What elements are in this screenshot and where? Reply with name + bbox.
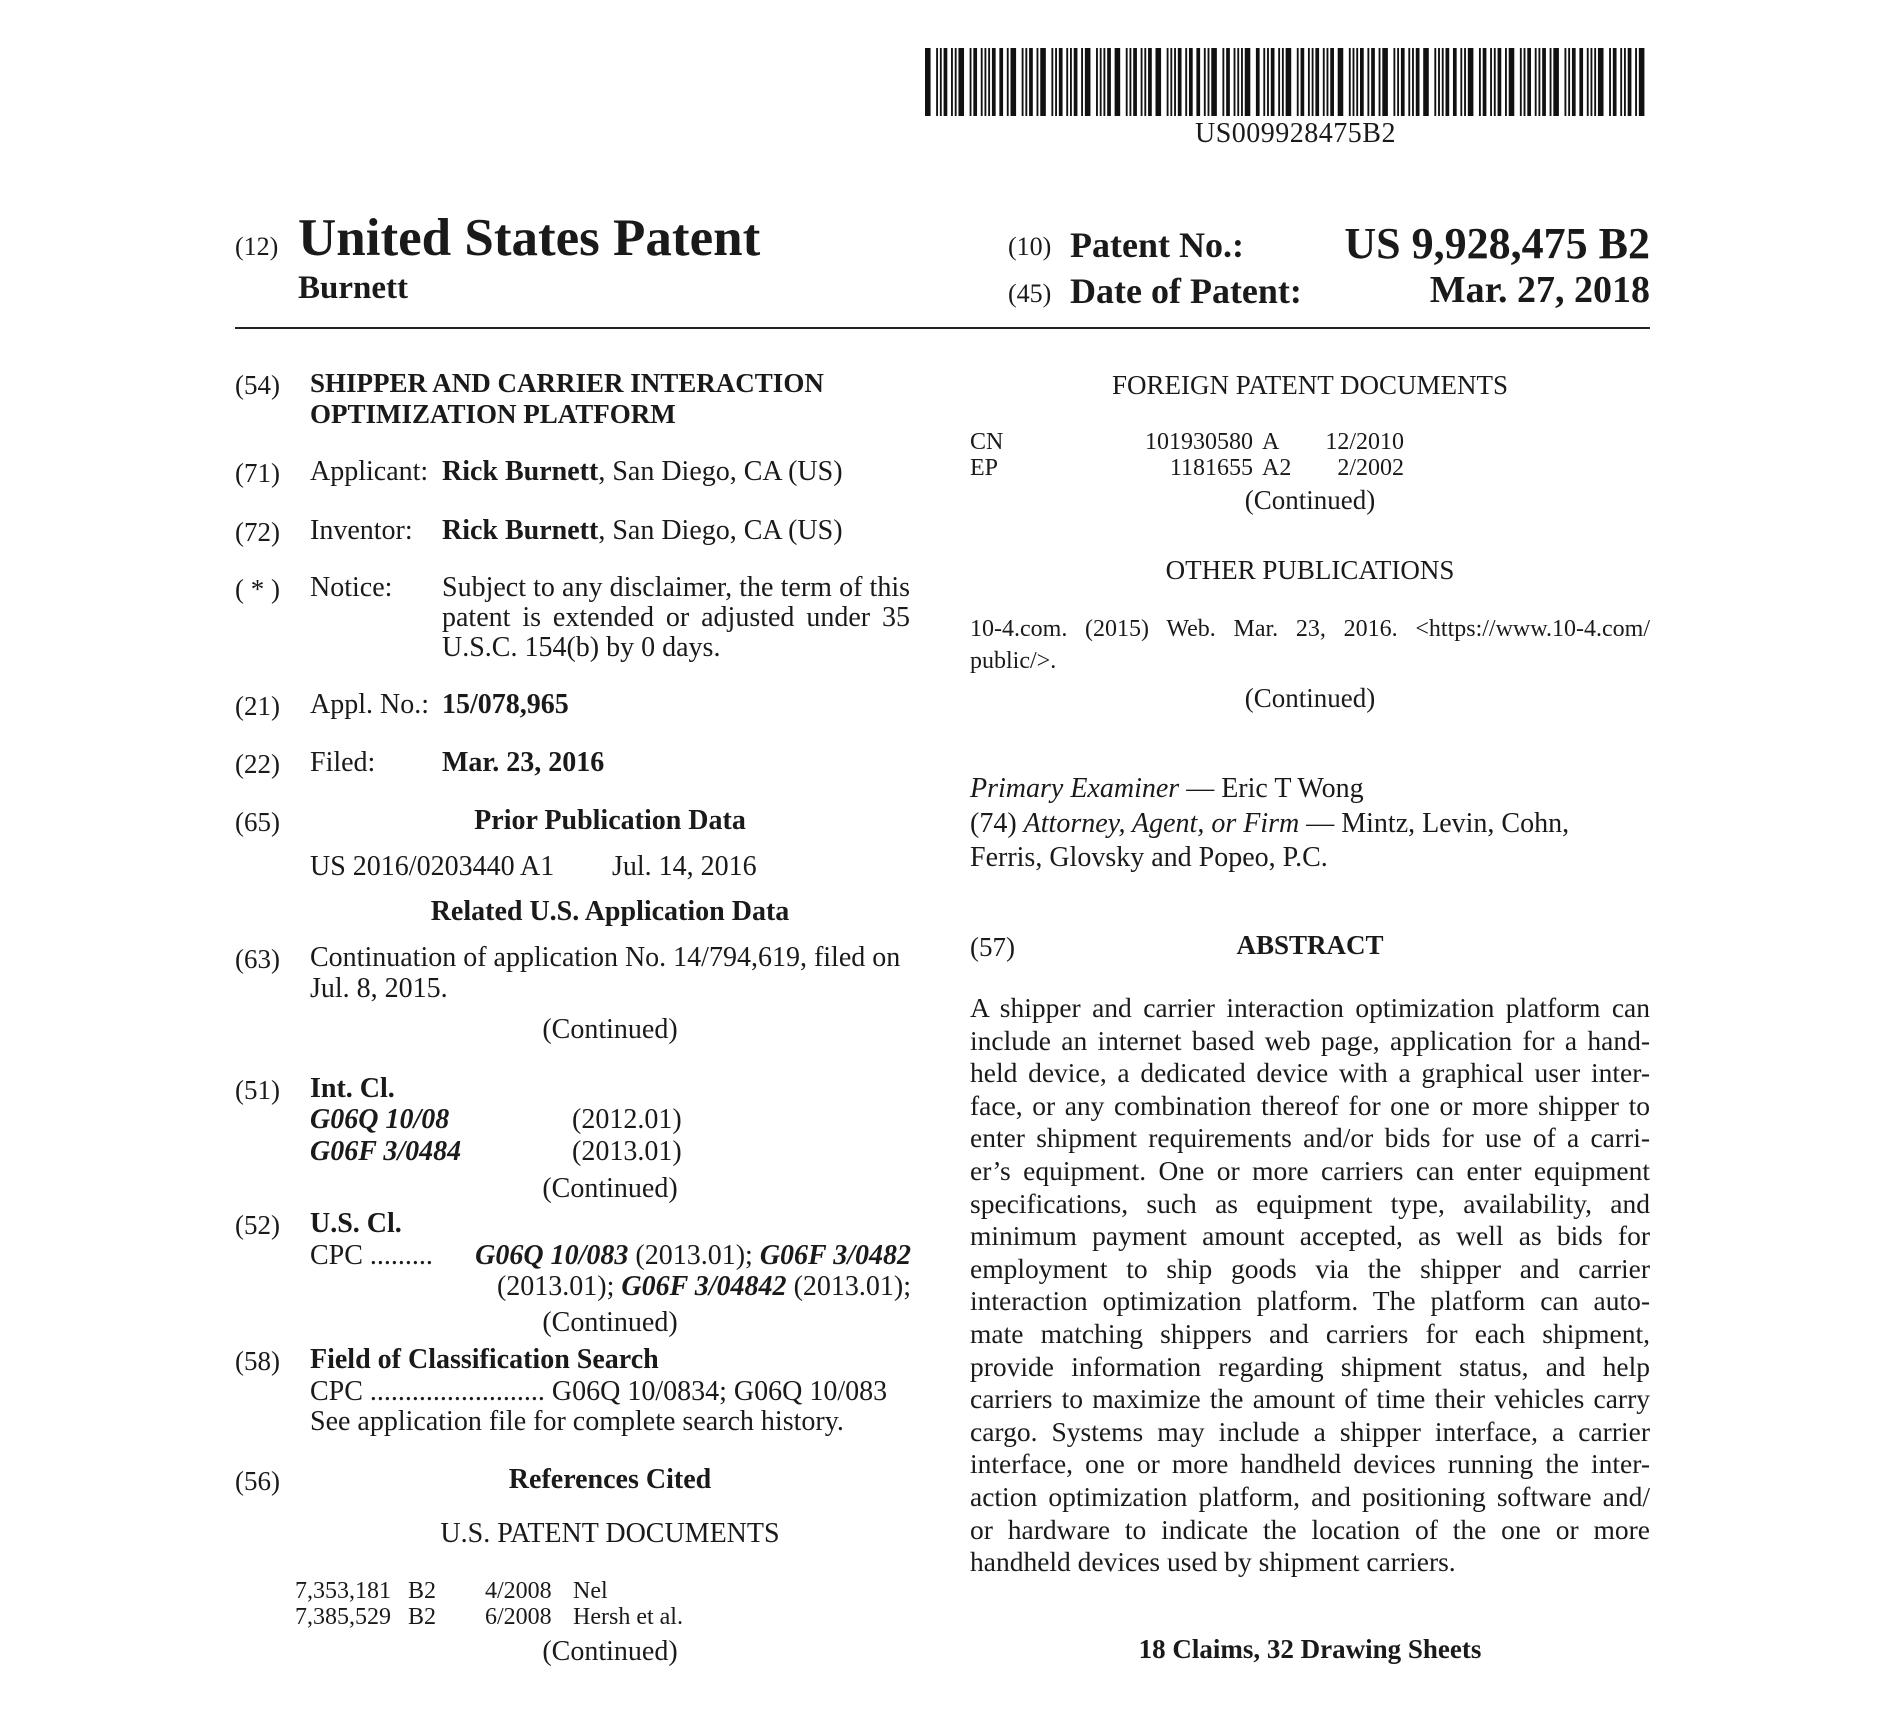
other-publication-line1: 10-4.com. (2015) Web. Mar. 23, 2016. <https://www.10-4.com/ — [970, 616, 1650, 642]
attorney-firm-part1: — Mintz, Levin, Cohn, — [1299, 808, 1570, 839]
patent-number: US 9,928,475 B2 — [1344, 219, 1650, 268]
applicant-location: , San Diego, CA (US) — [598, 456, 843, 487]
invention-title-line2: OPTIMIZATION PLATFORM — [310, 399, 676, 429]
code-71: (71) — [235, 458, 280, 488]
attorney-label: Attorney, Agent, or Firm — [1023, 808, 1300, 839]
code-74: (74) — [970, 808, 1017, 839]
barcode-bar — [1553, 48, 1559, 116]
primary-examiner — [970, 773, 1364, 805]
barcode-bar — [1315, 48, 1319, 116]
barcode-bar — [1423, 48, 1429, 116]
code-57: (57) — [970, 932, 1015, 962]
us-cl-line2 — [497, 1271, 911, 1303]
barcode-bar — [1040, 48, 1046, 116]
continuation-line2: Jul. 8, 2015. — [310, 973, 448, 1004]
appl-no-label: Appl. No.: — [310, 689, 429, 720]
foreign-ref-2-date: 2/2002 — [1337, 455, 1404, 481]
barcode-bar — [1494, 48, 1496, 116]
barcode-bar — [981, 48, 983, 116]
barcode-bar — [1609, 48, 1611, 116]
header-rule — [235, 327, 1650, 329]
barcode-bar — [1327, 48, 1329, 116]
barcode-bar — [1241, 48, 1243, 116]
barcode-bar — [951, 48, 953, 116]
barcode-bar — [1568, 48, 1570, 116]
patent-no-label: Patent No.: — [1070, 225, 1244, 265]
applicant-name: Rick Burnett — [442, 456, 599, 487]
barcode-bar — [1356, 48, 1358, 116]
barcode-bar — [1330, 48, 1334, 116]
code-58: (58) — [235, 1346, 280, 1376]
code-10: (10) — [1008, 232, 1052, 261]
barcode-bar — [955, 48, 957, 116]
field-of-search-label: Field of Classification Search — [310, 1344, 659, 1375]
barcode-bar — [1100, 48, 1102, 116]
us-ref-1-number: 7,353,181 — [295, 1578, 391, 1604]
barcode-bar — [1263, 48, 1265, 116]
barcode-bar — [1479, 48, 1481, 116]
barcode-bar — [925, 48, 931, 116]
barcode-bar — [1371, 48, 1375, 116]
barcode-bar — [1397, 48, 1399, 116]
us-ref-2-number: 7,385,529 — [295, 1604, 391, 1630]
barcode-bar — [1483, 48, 1487, 116]
barcode-bar — [999, 48, 1003, 116]
barcode-number: US009928475B2 — [1195, 118, 1396, 149]
barcode-bar — [1564, 48, 1566, 116]
barcode-bar — [1167, 48, 1169, 116]
barcode-bar — [1237, 48, 1239, 116]
barcode-bar — [1011, 48, 1017, 116]
foreign-ref-1-date: 12/2010 — [1325, 429, 1404, 455]
document-title: United States Patent — [298, 209, 761, 267]
code-22: (22) — [235, 749, 280, 779]
us-cl-version-1: (2013.01); — [628, 1240, 760, 1271]
date-of-patent-label: Date of Patent: — [1070, 271, 1302, 311]
us-cl-version-2: (2013.01); — [496, 1271, 622, 1302]
barcode-bar — [1234, 48, 1236, 116]
int-cl-version-2: (2013.01) — [572, 1136, 682, 1167]
barcode-bar — [1505, 48, 1507, 116]
applicant — [442, 456, 843, 488]
other-publications-continued: (Continued) — [1244, 683, 1376, 713]
barcode-bar — [1271, 48, 1275, 116]
barcode-bar — [1442, 48, 1444, 116]
attorney-line1 — [970, 808, 1569, 840]
barcode-bar — [1598, 48, 1604, 116]
barcode-bar — [1527, 48, 1531, 116]
barcode-bar — [1408, 48, 1410, 116]
code-21: (21) — [235, 691, 280, 721]
barcode-bar — [1170, 48, 1172, 116]
barcode-bar — [1022, 48, 1024, 116]
barcode-bar — [1286, 48, 1292, 116]
barcode-bar — [1107, 48, 1111, 116]
continuation-line1: Continuation of application No. 14/794,619, filed on — [310, 942, 901, 973]
abstract-line: minimum payment amount accepted, as well as bids for — [970, 1220, 1650, 1252]
barcode-bar — [1074, 48, 1078, 116]
barcode-bar — [936, 48, 938, 116]
barcode-bar — [1446, 48, 1450, 116]
inventor-name: Rick Burnett — [442, 515, 599, 546]
barcode-bar — [1037, 48, 1039, 116]
barcode-bar — [1185, 48, 1187, 116]
barcode-bar — [1308, 48, 1310, 116]
abstract-line: or hardware to indicate the location of the one or more — [970, 1513, 1650, 1545]
us-cl-version-3: (2013.01); — [786, 1271, 911, 1302]
barcode-bar — [1353, 48, 1355, 116]
barcode-bar — [1464, 48, 1466, 116]
foreign-ref-2-kind: A2 — [1262, 455, 1292, 481]
related-application-heading: Related U.S. Application Data — [430, 896, 790, 927]
invention-title-line1: SHIPPER AND CARRIER INTERACTION — [310, 368, 824, 398]
barcode-bar — [1453, 48, 1457, 116]
barcode-bar — [1211, 48, 1217, 116]
barcode-bar — [1278, 48, 1280, 116]
us-cl-label: U.S. Cl. — [310, 1208, 402, 1239]
barcode-bar — [1070, 48, 1072, 116]
barcode-bar — [1579, 48, 1583, 116]
us-ref-1-kind: B2 — [408, 1578, 437, 1604]
barcode-bar — [1055, 48, 1057, 116]
other-publication-line2: public/>. — [970, 648, 1057, 674]
barcode-bar — [1498, 48, 1502, 116]
barcode-bar — [1323, 48, 1325, 116]
barcode-bar — [1208, 48, 1210, 116]
code-52: (52) — [235, 1210, 280, 1240]
barcode-bar — [1085, 48, 1091, 116]
barcode-bar — [1126, 48, 1128, 116]
int-cl-class-2: G06F 3/0484 — [310, 1136, 462, 1167]
abstract-line: face, or any combination thereof for one or more shipper to — [970, 1089, 1650, 1121]
code-12: (12) — [235, 232, 279, 261]
field-of-search-note: See application file for complete search history. — [310, 1406, 844, 1437]
filed-date: Mar. 23, 2016 — [442, 747, 605, 778]
barcode-bar — [1620, 48, 1622, 116]
barcode-bar — [1587, 48, 1589, 116]
barcode-bar — [1066, 48, 1068, 116]
int-cl-class-1: G06Q 10/08 — [310, 1104, 450, 1135]
barcode-bar — [1312, 48, 1314, 116]
barcode-bar — [1393, 48, 1395, 116]
us-patent-documents-heading: U.S. PATENT DOCUMENTS — [440, 1518, 780, 1549]
barcode-bar — [1550, 48, 1552, 116]
references-cited-heading: References Cited — [508, 1464, 712, 1495]
barcode-bar — [1509, 48, 1515, 116]
us-ref-2-name: Hersh et al. — [573, 1604, 683, 1630]
barcode-bar — [1613, 48, 1617, 116]
code-51: (51) — [235, 1075, 280, 1105]
barcode-bar — [1379, 48, 1381, 116]
barcode-bar — [1059, 48, 1063, 116]
barcode-bar — [1025, 48, 1027, 116]
appl-no: 15/078,965 — [442, 689, 569, 720]
barcode-bar — [1468, 48, 1474, 116]
code-54: (54) — [235, 370, 280, 400]
barcode-bar — [1635, 48, 1637, 116]
barcode-bar — [1133, 48, 1137, 116]
primary-examiner-label: Primary Examiner — [970, 773, 1180, 804]
barcode-bar — [1282, 48, 1284, 116]
us-cl-line1 — [475, 1240, 911, 1272]
abstract-line: mate matching shippers and carriers for each shipment, — [970, 1318, 1650, 1349]
barcode-bar — [984, 48, 986, 116]
us-cl-class-1: G06Q 10/083 — [475, 1240, 629, 1271]
barcode-bar — [1524, 48, 1526, 116]
barcode-bar — [1222, 48, 1224, 116]
barcode-bar — [1144, 48, 1146, 116]
barcode-bar — [1360, 48, 1364, 116]
barcode-bar — [1096, 48, 1098, 116]
us-ref-1-name: Nel — [573, 1578, 608, 1604]
barcode-bar — [1051, 48, 1053, 116]
claims-and-sheets: 18 Claims, 32 Drawing Sheets — [1138, 1634, 1482, 1664]
barcode-bar — [1267, 48, 1269, 116]
inventor-location: , San Diego, CA (US) — [598, 515, 843, 546]
barcode-bar — [1301, 48, 1305, 116]
code-56: (56) — [235, 1466, 280, 1496]
barcode-bar — [1141, 48, 1143, 116]
abstract-line: provide information regarding shipment status, and help — [970, 1350, 1650, 1382]
barcode-bar — [1382, 48, 1388, 116]
barcode-bar — [1178, 48, 1182, 116]
abstract-line: er’s equipment. One or more carriers can enter equipment — [970, 1155, 1650, 1186]
barcode-bar — [1538, 48, 1540, 116]
barcode-bar — [1338, 48, 1344, 116]
abstract-line: cargo. Systems may include a shipper interface, a carrier — [970, 1415, 1650, 1447]
foreign-ref-2-country: EP — [970, 455, 999, 481]
abstract-line: include an internet based web page, application for a hand- — [970, 1024, 1650, 1056]
other-publications-heading: OTHER PUBLICATIONS — [1165, 555, 1455, 585]
abstract-line: interface, one or more handheld devices running the inter- — [970, 1448, 1650, 1480]
inventor-surname: Burnett — [298, 270, 408, 306]
notice-line1: Subject to any disclaimer, the term of this — [442, 572, 910, 603]
barcode-bar — [970, 48, 972, 116]
references-continued: (Continued) — [542, 1636, 678, 1667]
barcode-bar — [1189, 48, 1193, 116]
barcode-bar — [940, 48, 942, 116]
code-63: (63) — [235, 944, 280, 974]
foreign-ref-1-number: 101930580 — [1145, 429, 1253, 455]
code-72: (72) — [235, 517, 280, 547]
barcode-bar — [1401, 48, 1405, 116]
int-cl-label: Int. Cl. — [310, 1073, 395, 1104]
prior-publication-number: US 2016/0203440 A1 — [310, 851, 555, 882]
barcode-bar — [1156, 48, 1162, 116]
barcode-bar — [944, 48, 948, 116]
barcode-bar — [1520, 48, 1522, 116]
barcode-bar — [973, 48, 977, 116]
barcode-bar — [1434, 48, 1436, 116]
continuation-continued: (Continued) — [542, 1014, 678, 1045]
barcode-bar — [1115, 48, 1121, 116]
date-of-patent: Mar. 27, 2018 — [1429, 269, 1650, 311]
notice-line3: U.S.C. 154(b) by 0 days. — [442, 632, 721, 663]
prior-publication-heading: Prior Publication Data — [474, 805, 746, 836]
abstract-line: interaction optimization platform. The platform can auto- — [970, 1285, 1650, 1317]
us-ref-2-kind: B2 — [408, 1604, 437, 1630]
barcode-bar — [1256, 48, 1260, 116]
abstract-line: held device, a dedicated device with a graphical user inter- — [970, 1057, 1650, 1089]
barcode-bar — [1029, 48, 1033, 116]
inventor-label: Inventor: — [310, 515, 413, 546]
barcode-bar — [1490, 48, 1492, 116]
barcode-bar — [1174, 48, 1176, 116]
barcode-bar — [958, 48, 964, 116]
barcode — [925, 48, 1650, 116]
us-cl-continued: (Continued) — [542, 1307, 678, 1338]
barcode-bar — [1460, 48, 1462, 116]
barcode-bar — [992, 48, 996, 116]
primary-examiner-name: — Eric T Wong — [1179, 773, 1364, 804]
filed-label: Filed: — [310, 747, 376, 778]
barcode-bar — [1129, 48, 1131, 116]
abstract-line: action optimization platform, and positioning software and/ — [970, 1481, 1650, 1512]
attorney-line2: Ferris, Glovsky and Popeo, P.C. — [970, 842, 1328, 873]
code-45: (45) — [1008, 279, 1052, 308]
foreign-continued: (Continued) — [1244, 485, 1376, 515]
barcode-bar — [1081, 48, 1083, 116]
barcode-bar — [1204, 48, 1206, 116]
foreign-ref-2-number: 1181655 — [1169, 455, 1253, 481]
barcode-bar — [1412, 48, 1414, 116]
barcode-bar — [1628, 48, 1632, 116]
barcode-bar — [988, 48, 990, 116]
barcode-bar — [1438, 48, 1440, 116]
us-ref-1-date: 4/2008 — [485, 1578, 552, 1604]
abstract-line: A shipper and carrier interaction optimization platform can — [970, 992, 1650, 1023]
foreign-ref-1-country: CN — [970, 429, 1004, 455]
us-cl-class-3: G06F 3/04842 — [621, 1271, 787, 1302]
barcode-bar — [1367, 48, 1369, 116]
field-of-search-cpc: CPC ......................... G06Q 10/0834; G06Q 10/083 — [310, 1376, 888, 1407]
foreign-patent-documents-heading: FOREIGN PATENT DOCUMENTS — [1111, 370, 1509, 400]
us-cl-cpc: CPC ......... — [310, 1240, 433, 1271]
barcode-bar — [1535, 48, 1537, 116]
prior-publication-date: Jul. 14, 2016 — [612, 851, 757, 882]
abstract-line: carriers to maximize the amount of time their vehicles carry — [970, 1383, 1650, 1415]
abstract-line: employment to ship goods via the shipper and carrier — [970, 1252, 1650, 1284]
code-notice: ( * ) — [235, 574, 280, 604]
barcode-bar — [1416, 48, 1420, 116]
applicant-label: Applicant: — [310, 456, 429, 487]
abstract-line: specifications, such as equipment type, availability, and — [970, 1187, 1650, 1219]
notice-line2: patent is extended or adjusted under 35 — [442, 602, 910, 633]
int-cl-version-1: (2012.01) — [572, 1104, 682, 1135]
barcode-bar — [1349, 48, 1351, 116]
abstract-line: enter shipment requirements and/or bids for use of a carri- — [970, 1122, 1650, 1154]
us-ref-2-date: 6/2008 — [485, 1604, 552, 1630]
barcode-bar — [1103, 48, 1105, 116]
notice-label: Notice: — [310, 572, 393, 603]
barcode-bar — [1624, 48, 1626, 116]
barcode-bar — [1639, 48, 1645, 116]
int-cl-continued: (Continued) — [542, 1173, 678, 1204]
barcode-bar — [1572, 48, 1576, 116]
barcode-bar — [1196, 48, 1200, 116]
barcode-bar — [1297, 48, 1299, 116]
barcode-bar — [1594, 48, 1596, 116]
us-cl-class-2: G06F 3/0482 — [759, 1240, 911, 1271]
barcode-bar — [1226, 48, 1230, 116]
abstract-heading: ABSTRACT — [1236, 930, 1384, 960]
barcode-bar — [1542, 48, 1546, 116]
barcode-bar — [1591, 48, 1593, 116]
barcode-bar — [1245, 48, 1251, 116]
barcode-bar — [1007, 48, 1009, 116]
code-65: (65) — [235, 807, 280, 837]
foreign-ref-1-kind: A — [1262, 429, 1280, 455]
abstract-line: handheld devices used by shipment carriers. — [970, 1546, 1456, 1578]
barcode-bar — [1148, 48, 1152, 116]
inventor — [442, 515, 843, 547]
